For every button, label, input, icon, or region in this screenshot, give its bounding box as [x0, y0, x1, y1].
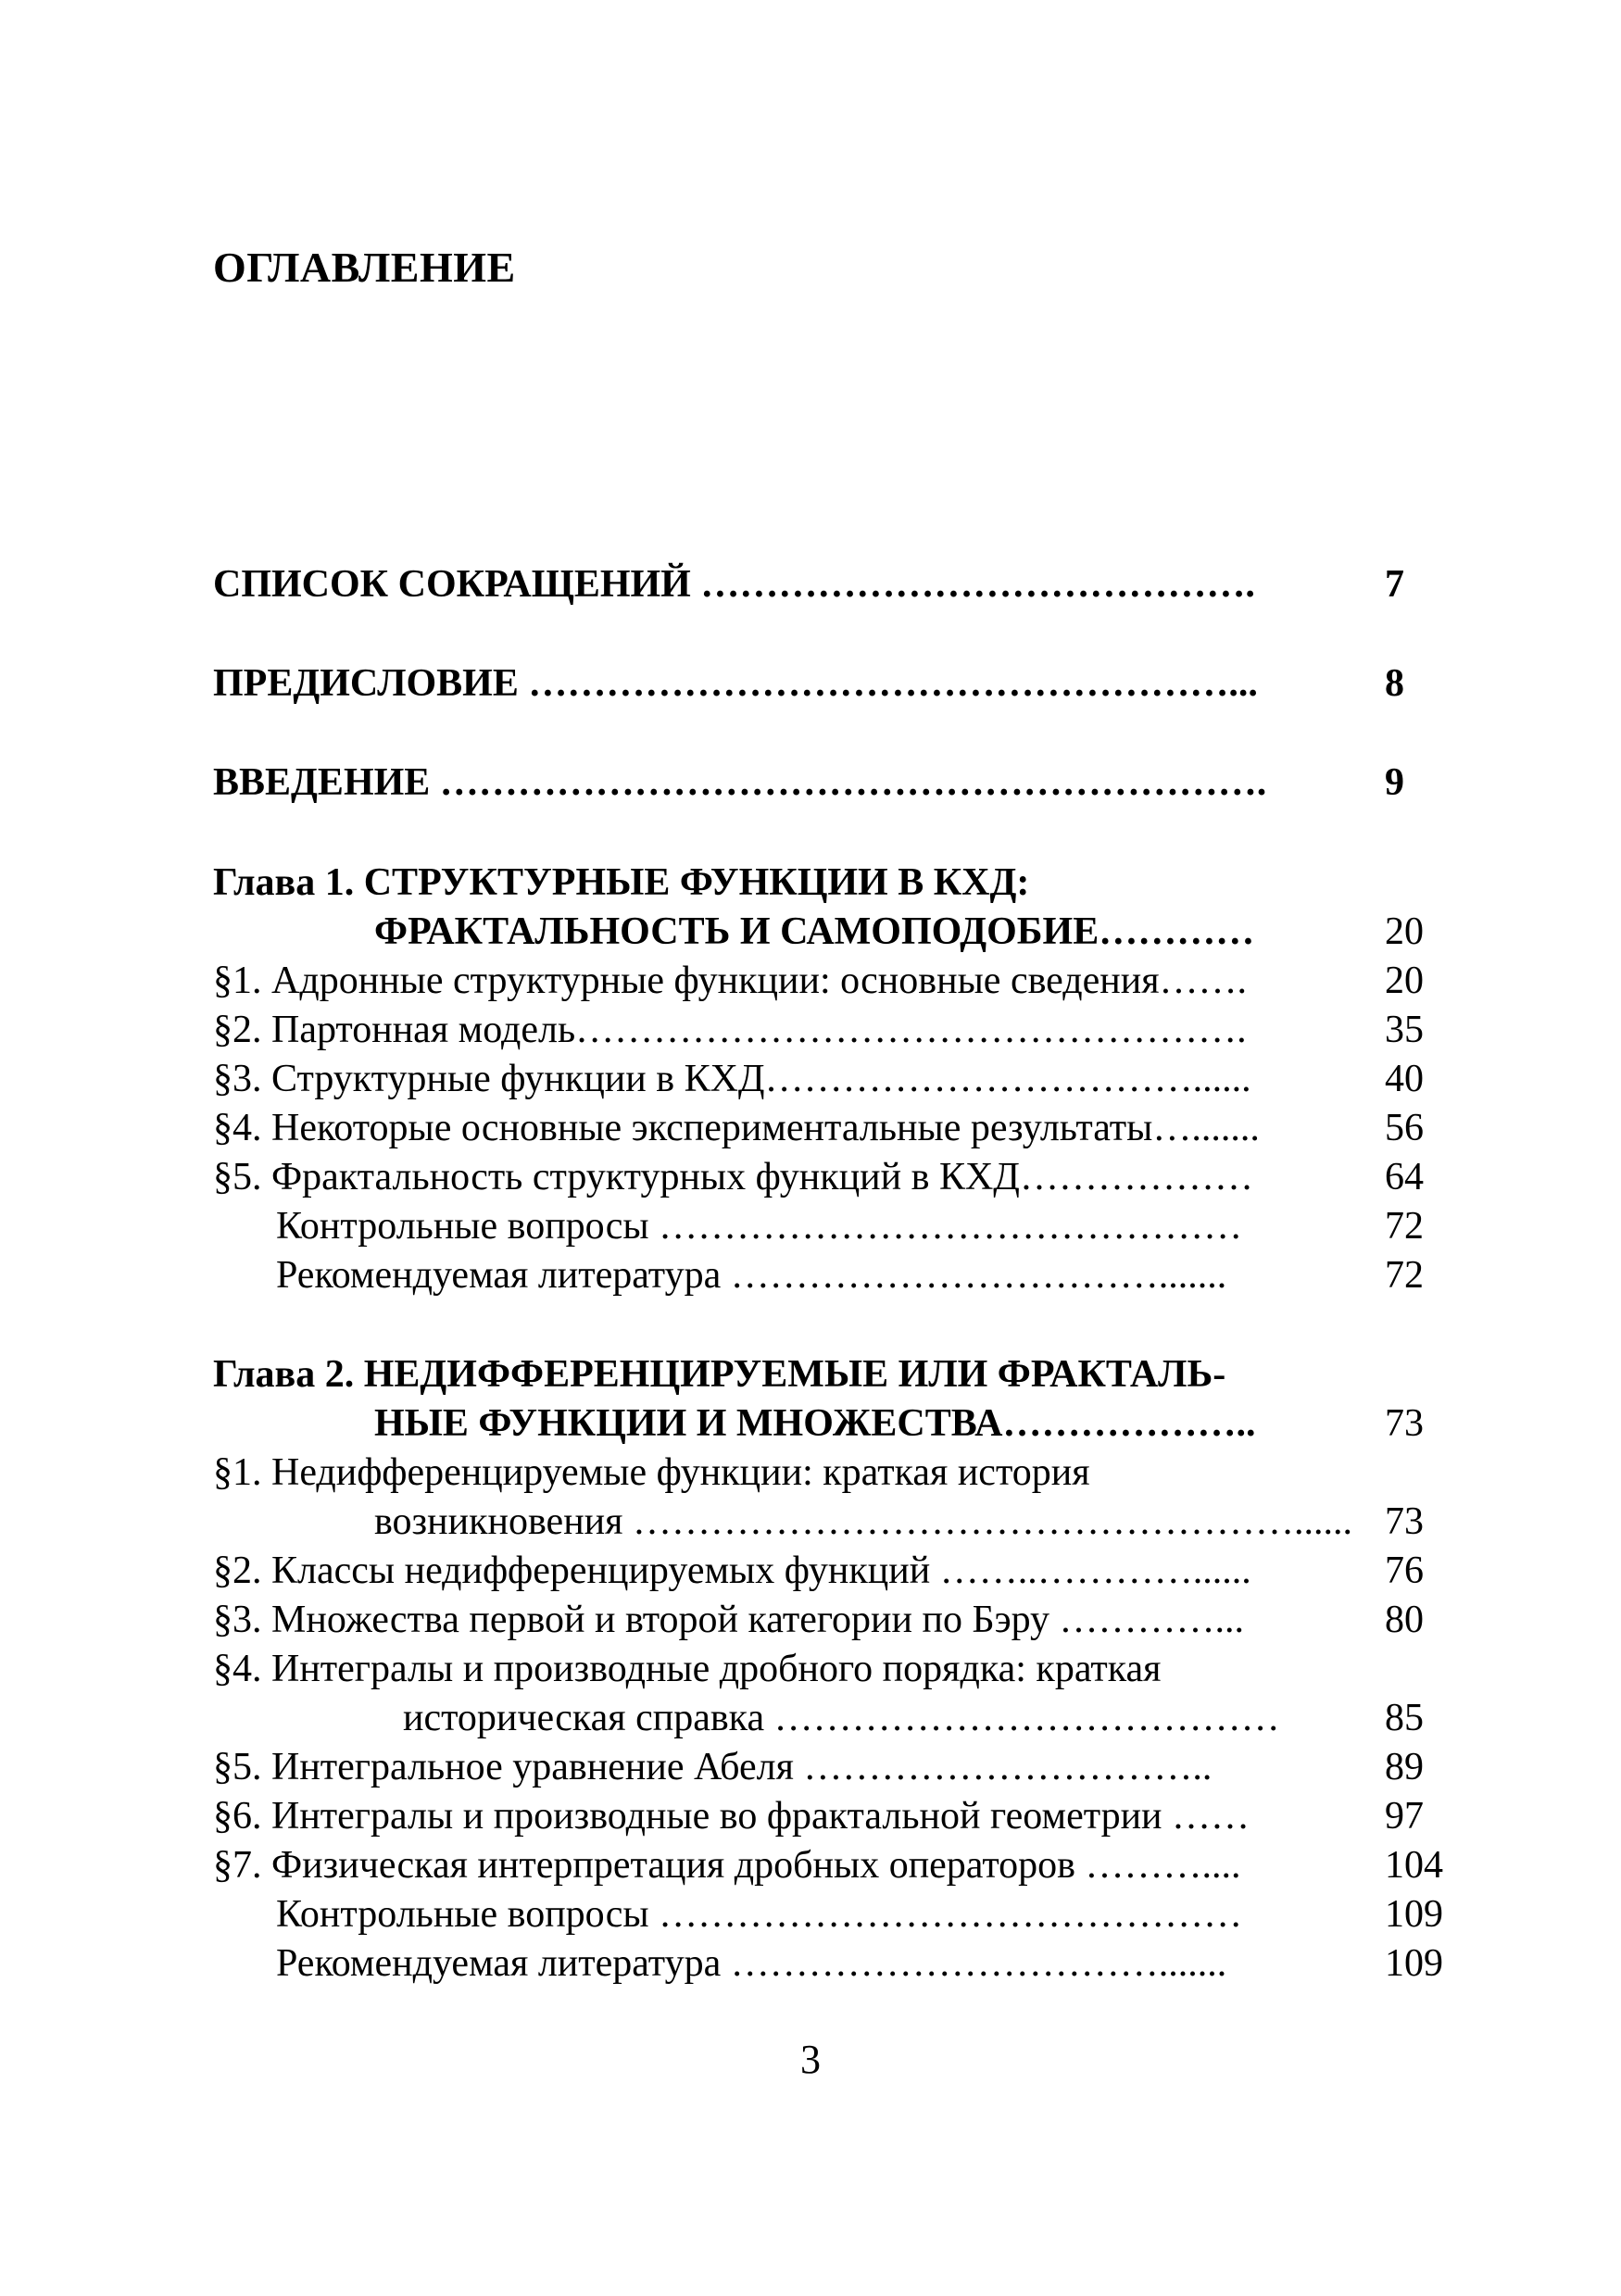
toc-entry-label: Контрольные вопросы ……………………………………… [276, 1893, 1243, 1936]
toc-entry-continued[interactable] [213, 1496, 1464, 1548]
toc-entry[interactable] [213, 1102, 1464, 1154]
toc-entry-page: 72 [1385, 1254, 1424, 1297]
chapter-heading[interactable] [213, 857, 1464, 909]
toc-entry-label: возникновения ……………………………………………...... [374, 1500, 1352, 1543]
toc-entry-page: 97 [1385, 1795, 1424, 1838]
toc-entry-label: §6. Интегралы и производные во фрактальной геометрии …… [213, 1795, 1250, 1838]
toc-entry[interactable] [213, 1790, 1464, 1842]
toc-entry[interactable] [213, 1594, 1464, 1646]
toc-entry-label: §2. Партонная модель……………………………………………. [213, 1009, 1247, 1051]
toc-entry-page: 89 [1385, 1746, 1424, 1788]
toc-entry[interactable] [213, 658, 1464, 709]
toc-entry-label: §4. Интегралы и производные дробного порядка: краткая [213, 1648, 1162, 1690]
toc-entry-page: 20 [1385, 910, 1424, 953]
chapter-heading-continued[interactable] [213, 906, 1464, 958]
toc-entry-label: §7. Физическая интерпретация дробных операторов ……….... [213, 1844, 1241, 1887]
page-number: 3 [800, 2037, 821, 2082]
toc-entry-page: 7 [1385, 563, 1404, 606]
toc-entry-page: 56 [1385, 1107, 1424, 1149]
toc-entry-label: СПИСОК СОКРАЩЕНИЙ ……………………………………. [213, 563, 1255, 606]
toc-entry-label: §1. Адронные структурные функции: основные сведения……. [213, 960, 1248, 1002]
toc-entry-page: 8 [1385, 662, 1404, 705]
toc-entry[interactable] [213, 955, 1464, 1007]
toc-entry-page: 9 [1385, 761, 1404, 804]
toc-entry-label: §4. Некоторые основные экспериментальные результаты…....... [213, 1107, 1260, 1149]
toc-entry[interactable] [213, 1447, 1464, 1499]
toc-entry-page: 109 [1385, 1942, 1443, 1985]
toc-entry[interactable] [213, 1004, 1464, 1056]
toc-entry[interactable] [213, 1888, 1464, 1940]
toc-entry-label: ВВЕДЕНИЕ ………………………………………………………. [213, 761, 1267, 804]
page-title: ОГЛАВЛЕНИЕ [213, 244, 516, 291]
toc-entry[interactable] [213, 558, 1464, 610]
toc-entry-page: 72 [1385, 1205, 1424, 1248]
chapter-heading-continued[interactable] [213, 1398, 1464, 1449]
toc-entry-page: 35 [1385, 1009, 1424, 1051]
toc-entry-page: 73 [1385, 1402, 1424, 1445]
toc-entry-label: §3. Множества первой и второй категории по Бэру …………... [213, 1599, 1245, 1641]
toc-entry-label: Рекомендуемая литература ……………………………....... [276, 1254, 1227, 1297]
toc-entry-page: 85 [1385, 1697, 1424, 1739]
toc-entry-label: §3. Структурные функции в КХД……………………………...... [213, 1058, 1251, 1100]
toc-entry-continued[interactable] [213, 1692, 1464, 1744]
toc-entry-label: §5. Фрактальность структурных функций в КХД……………… [213, 1156, 1253, 1198]
toc-entry[interactable] [213, 1938, 1464, 1989]
toc-entry-label: ПРЕДИСЛОВИЕ ………………………………………………... [213, 662, 1258, 705]
toc-entry-label: §2. Классы недифференцируемых функций ……..…………...... [213, 1549, 1251, 1592]
toc-entry[interactable] [213, 1643, 1464, 1695]
toc-entry[interactable] [213, 757, 1464, 809]
chapter-heading[interactable] [213, 1349, 1464, 1400]
toc-entry-page: 64 [1385, 1156, 1424, 1198]
chapter-heading-label: Глава 2. НЕДИФФЕРЕНЦИРУЕМЫЕ ИЛИ ФРАКТАЛЬ- [213, 1353, 1226, 1396]
toc-entry-page: 40 [1385, 1058, 1424, 1100]
toc-entry-label: §5. Интегральное уравнение Абеля ………………………….. [213, 1746, 1213, 1788]
toc-entry-label: §1. Недифференцируемые функции: краткая история [213, 1451, 1090, 1494]
toc-entry-page: 80 [1385, 1599, 1424, 1641]
toc-entry[interactable] [213, 1053, 1464, 1105]
toc-entry-label: Контрольные вопросы ……………………………………… [276, 1205, 1243, 1248]
toc-entry-page: 109 [1385, 1893, 1443, 1936]
toc-entry[interactable] [213, 1545, 1464, 1597]
chapter-heading-label: Глава 1. СТРУКТУРНЫЕ ФУНКЦИИ В КХД: [213, 861, 1030, 904]
toc-entry-label: НЫЕ ФУНКЦИИ И МНОЖЕСТВА……………….. [374, 1402, 1256, 1445]
toc-entry[interactable] [213, 1249, 1464, 1301]
toc-entry-page: 20 [1385, 960, 1424, 1002]
toc-entry-page: 73 [1385, 1500, 1424, 1543]
toc-entry-page: 104 [1385, 1844, 1443, 1887]
toc-entry[interactable] [213, 1839, 1464, 1891]
toc-entry-page: 76 [1385, 1549, 1424, 1592]
toc-entry-label: Рекомендуемая литература ……………………………....... [276, 1942, 1227, 1985]
toc-entry[interactable] [213, 1741, 1464, 1793]
toc-entry[interactable] [213, 1200, 1464, 1252]
toc-entry[interactable] [213, 1151, 1464, 1203]
toc-entry-label: ФРАКТАЛЬНОСТЬ И САМОПОДОБИЕ………… [374, 910, 1255, 953]
toc-entry-label: историческая справка ………………………………… [403, 1697, 1280, 1739]
